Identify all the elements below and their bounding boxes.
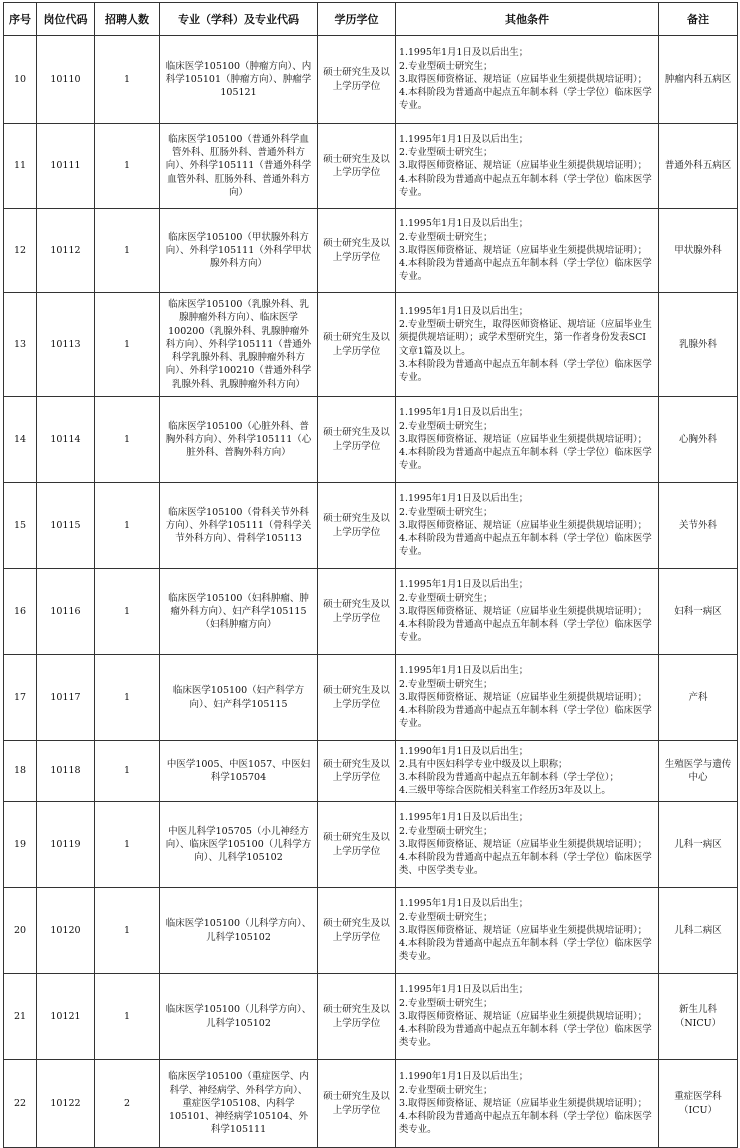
condition-line: 3.取得医师资格证、规培证（应届毕业生须提供规培证明）；: [399, 73, 648, 85]
cell-seq: 13: [4, 293, 37, 397]
condition-line: 3.取得医师资格证、规培证（应届毕业生须提供规培证明）；: [399, 519, 648, 531]
cell-count: 1: [95, 483, 160, 569]
condition-line: 1.1990年1月1日及以后出生；: [399, 1071, 529, 1083]
cell-conditions: [396, 974, 659, 1060]
cell-count: 1: [95, 124, 160, 209]
cell-seq: 15: [4, 483, 37, 569]
condition-line: 3.取得医师资格证、规培证（应届毕业生须提供规培证明）；: [399, 433, 648, 445]
condition-line: 2.专业型硕士研究生；: [399, 231, 493, 243]
condition-line: 1.1995年1月1日及以后出生；: [399, 133, 529, 145]
cell-degree: 硕士研究生及以上学历学位: [318, 888, 396, 974]
cell-code: 10115: [37, 483, 95, 569]
cell-code: 10122: [37, 1060, 95, 1148]
cell-remark: 乳腺外科: [659, 293, 738, 397]
cell-seq: 20: [4, 888, 37, 974]
header-seq: 序号: [4, 3, 37, 36]
cell-remark: 普通外科五病区: [659, 124, 738, 209]
cell-seq: 11: [4, 124, 37, 209]
cell-count: 1: [95, 888, 160, 974]
cell-conditions: [396, 209, 659, 293]
table-row: [4, 741, 738, 802]
header-degree: 学历学位: [318, 3, 396, 36]
cell-major: 中医学1005、中医1057、中医妇科学105704: [160, 741, 318, 802]
condition-line: 3.本科阶段为普通高中起点五年制本科（学士学位）临床医学专业。: [399, 358, 652, 383]
condition-line: 2.专业型硕士研究生；: [399, 997, 493, 1009]
cell-seq: 10: [4, 36, 37, 124]
table-row: [4, 483, 738, 569]
recruitment-table: [3, 2, 738, 1148]
condition-line: 1.1995年1月1日及以后出生；: [399, 407, 529, 419]
cell-major: 临床医学105100（乳腺外科、乳腺肿瘤外科方向）、临床医学100200（乳腺外科、乳腺肿瘤外科方向）、外科学105111（普通外科学乳腺外科、乳腺肿瘤外科方向）、外科学100210（普通外科学乳腺外科、乳腺肿瘤外科方向）: [160, 293, 318, 397]
condition-line: 1.1995年1月1日及以后出生；: [399, 984, 529, 996]
cell-conditions: [396, 802, 659, 888]
condition-line: 4.本科阶段为普通高中起点五年制本科（学士学位）临床医学专业。: [399, 705, 652, 730]
condition-line: 4.本科阶段为普通高中起点五年制本科（学士学位）临床医学类专业。: [399, 1111, 652, 1136]
cell-major: 临床医学105100（重症医学、内科学、神经病学、外科学方向）、重症医学105108、内科学105101、神经病学105104、外科学105111: [160, 1060, 318, 1148]
table-row: [4, 655, 738, 741]
cell-degree: 硕士研究生及以上学历学位: [318, 974, 396, 1060]
cell-code: 10111: [37, 124, 95, 209]
cell-major: 临床医学105100（普通外科学血管外科、肛肠外科、普通外科方向）、外科学105111（普通外科学血管外科、肛肠外科、普通外科方向）: [160, 124, 318, 209]
cell-degree: 硕士研究生及以上学历学位: [318, 397, 396, 483]
cell-code: 10114: [37, 397, 95, 483]
cell-major: 临床医学105100（妇科肿瘤、肿瘤外科方向）、妇产科学105115（妇科肿瘤方向）: [160, 569, 318, 655]
cell-count: 1: [95, 741, 160, 802]
cell-degree: 硕士研究生及以上学历学位: [318, 209, 396, 293]
cell-degree: 硕士研究生及以上学历学位: [318, 36, 396, 124]
cell-remark: 儿科二病区: [659, 888, 738, 974]
condition-line: 4.本科阶段为普通高中起点五年制本科（学士学位）临床医学类、中医学类专业。: [399, 852, 652, 877]
condition-line: 2.专业型硕士研究生；: [399, 506, 493, 518]
condition-line: 4.本科阶段为普通高中起点五年制本科（学士学位）临床医学类专业。: [399, 938, 652, 963]
condition-line: 1.1995年1月1日及以后出生；: [399, 579, 529, 591]
cell-conditions: [396, 397, 659, 483]
cell-seq: 18: [4, 741, 37, 802]
cell-remark: 儿科一病区: [659, 802, 738, 888]
cell-code: 10119: [37, 802, 95, 888]
cell-count: 1: [95, 293, 160, 397]
condition-line: 1.1995年1月1日及以后出生；: [399, 305, 529, 317]
cell-degree: 硕士研究生及以上学历学位: [318, 483, 396, 569]
cell-conditions: [396, 741, 659, 802]
table-row: [4, 569, 738, 655]
cell-conditions: [396, 36, 659, 124]
cell-count: 1: [95, 974, 160, 1060]
cell-major: 临床医学105100（儿科学方向）、儿科学105102: [160, 888, 318, 974]
condition-line: 4.本科阶段为普通高中起点五年制本科（学士学位）临床医学专业。: [399, 533, 652, 558]
cell-code: 10112: [37, 209, 95, 293]
cell-code: 10121: [37, 974, 95, 1060]
condition-line: 4.本科阶段为普通高中起点五年制本科（学士学位）临床医学类专业。: [399, 1024, 652, 1049]
cell-code: 10120: [37, 888, 95, 974]
condition-line: 2.具有中医妇科学专业中级及以上职称；: [399, 758, 568, 770]
condition-line: 1.1995年1月1日及以后出生；: [399, 218, 529, 230]
cell-conditions: [396, 888, 659, 974]
condition-line: 4.本科阶段为普通高中起点五年制本科（学士学位）临床医学专业。: [399, 173, 652, 198]
cell-count: 1: [95, 802, 160, 888]
cell-major: 临床医学105100（骨科关节外科方向）、外科学105111（骨科学关节外科方向）、骨科学105113: [160, 483, 318, 569]
condition-line: 2.专业型硕士研究生；: [399, 592, 493, 604]
cell-degree: 硕士研究生及以上学历学位: [318, 293, 396, 397]
cell-seq: 14: [4, 397, 37, 483]
condition-line: 3.取得医师资格证、规培证（应届毕业生须提供规培证明）；: [399, 244, 648, 256]
condition-line: 2.专业型硕士研究生；: [399, 911, 493, 923]
table-row: [4, 293, 738, 397]
cell-remark: 新生儿科（NICU）: [659, 974, 738, 1060]
condition-line: 1.1995年1月1日及以后出生；: [399, 812, 529, 824]
cell-degree: 硕士研究生及以上学历学位: [318, 1060, 396, 1148]
cell-degree: 硕士研究生及以上学历学位: [318, 802, 396, 888]
cell-seq: 12: [4, 209, 37, 293]
condition-line: 2.专业型硕士研究生；: [399, 825, 493, 837]
table-row: [4, 802, 738, 888]
table-row: [4, 1060, 738, 1148]
condition-line: 4.本科阶段为普通高中起点五年制本科（学士学位）临床医学专业。: [399, 258, 652, 283]
header-count: 招聘人数: [95, 3, 160, 36]
condition-line: 3.本科阶段为普通高中起点五年制本科（学士学位）；: [399, 772, 619, 783]
condition-line: 4.三级甲等综合医院相关科室工作经历3年及以上。: [399, 785, 611, 797]
table-row: [4, 397, 738, 483]
table-row: [4, 36, 738, 124]
table-header-row: [4, 3, 738, 36]
header-major: 专业（学科）及专业代码: [160, 3, 318, 36]
cell-major: 临床医学105100（肿瘤方向）、内科学105101（肿瘤方向）、肿瘤学105121: [160, 36, 318, 124]
condition-line: 2.专业型硕士研究生；: [399, 1084, 493, 1096]
condition-line: 3.取得医师资格证、规培证（应届毕业生须提供规培证明）；: [399, 1010, 648, 1022]
cell-conditions: [396, 569, 659, 655]
table-row: [4, 209, 738, 293]
cell-code: 10118: [37, 741, 95, 802]
condition-line: 2.专业型硕士研究生；: [399, 678, 493, 690]
cell-degree: 硕士研究生及以上学历学位: [318, 741, 396, 802]
cell-count: 1: [95, 569, 160, 655]
cell-seq: 16: [4, 569, 37, 655]
cell-code: 10110: [37, 36, 95, 124]
condition-line: 1.1995年1月1日及以后出生；: [399, 47, 529, 59]
cell-conditions: [396, 1060, 659, 1148]
cell-remark: 甲状腺外科: [659, 209, 738, 293]
condition-line: 1.1995年1月1日及以后出生；: [399, 898, 529, 910]
cell-remark: 心胸外科: [659, 397, 738, 483]
cell-conditions: [396, 655, 659, 741]
header-code: 岗位代码: [37, 3, 95, 36]
cell-remark: 肿瘤内科五病区: [659, 36, 738, 124]
cell-count: 1: [95, 36, 160, 124]
condition-line: 3.取得医师资格证、规培证（应届毕业生须提供规培证明）；: [399, 605, 648, 617]
cell-seq: 19: [4, 802, 37, 888]
cell-conditions: [396, 483, 659, 569]
cell-degree: 硕士研究生及以上学历学位: [318, 569, 396, 655]
cell-code: 10116: [37, 569, 95, 655]
cell-seq: 21: [4, 974, 37, 1060]
condition-line: 1.1995年1月1日及以后出生；: [399, 665, 529, 677]
cell-remark: 妇科一病区: [659, 569, 738, 655]
cell-conditions: [396, 293, 659, 397]
cell-count: 1: [95, 209, 160, 293]
table-body: [4, 36, 738, 1148]
cell-major: 临床医学105100（妇产科学方向）、妇产科学105115: [160, 655, 318, 741]
header-remark: 备注: [659, 3, 738, 36]
cell-major: 临床医学105100（儿科学方向）、儿科学105102: [160, 974, 318, 1060]
cell-remark: 重症医学科（ICU）: [659, 1060, 738, 1148]
cell-degree: 硕士研究生及以上学历学位: [318, 655, 396, 741]
cell-major: 临床医学105100（甲状腺外科方向）、外科学105111（外科学甲状腺外科方向）: [160, 209, 318, 293]
cell-conditions: [396, 124, 659, 209]
condition-line: 3.取得医师资格证、规培证（应届毕业生须提供规培证明）；: [399, 1097, 648, 1109]
cell-code: 10113: [37, 293, 95, 397]
condition-line: 3.取得医师资格证、规培证（应届毕业生须提供规培证明）；: [399, 924, 648, 936]
cell-seq: 22: [4, 1060, 37, 1148]
condition-line: 4.本科阶段为普通高中起点五年制本科（学士学位）临床医学专业。: [399, 447, 652, 472]
cell-code: 10117: [37, 655, 95, 741]
header-conditions: 其他条件: [396, 3, 659, 36]
condition-line: 1.1995年1月1日及以后出生；: [399, 493, 529, 505]
condition-line: 2.专业型硕士研究生；: [399, 420, 493, 432]
cell-remark: 关节外科: [659, 483, 738, 569]
condition-line: 4.本科阶段为普通高中起点五年制本科（学士学位）临床医学专业。: [399, 619, 652, 644]
cell-remark: 产科: [659, 655, 738, 741]
condition-line: 2.专业型硕士研究生；: [399, 60, 493, 72]
condition-line: 3.取得医师资格证、规培证（应届毕业生须提供规培证明）；: [399, 838, 648, 850]
cell-seq: 17: [4, 655, 37, 741]
cell-major: 临床医学105100（心脏外科、普胸外科方向）、外科学105111（心脏外科、普胸外科方向）: [160, 397, 318, 483]
cell-count: 2: [95, 1060, 160, 1148]
condition-line: 1.1990年1月1日及以后出生；: [399, 745, 529, 757]
condition-line: 2.专业型硕士研究生；: [399, 147, 493, 159]
table-row: [4, 124, 738, 209]
condition-line: 3.取得医师资格证、规培证（应届毕业生须提供规培证明）；: [399, 160, 648, 172]
condition-line: 2.专业型硕士研究生，取得医师资格证、规培证（应届毕业生须提供规培证明）；或学术型研究生，第一作者身份发表SCI文章1篇及以上。: [399, 319, 652, 357]
cell-count: 1: [95, 397, 160, 483]
cell-count: 1: [95, 655, 160, 741]
cell-remark: 生殖医学与遗传中心: [659, 741, 738, 802]
cell-degree: 硕士研究生及以上学历学位: [318, 124, 396, 209]
table-row: [4, 974, 738, 1060]
cell-major: 中医儿科学105705（小儿神经方向）、临床医学105100（儿科学方向）、儿科学105102: [160, 802, 318, 888]
condition-line: 3.取得医师资格证、规培证（应届毕业生须提供规培证明）；: [399, 691, 648, 703]
table-row: [4, 888, 738, 974]
condition-line: 4.本科阶段为普通高中起点五年制本科（学士学位）临床医学专业。: [399, 87, 652, 112]
